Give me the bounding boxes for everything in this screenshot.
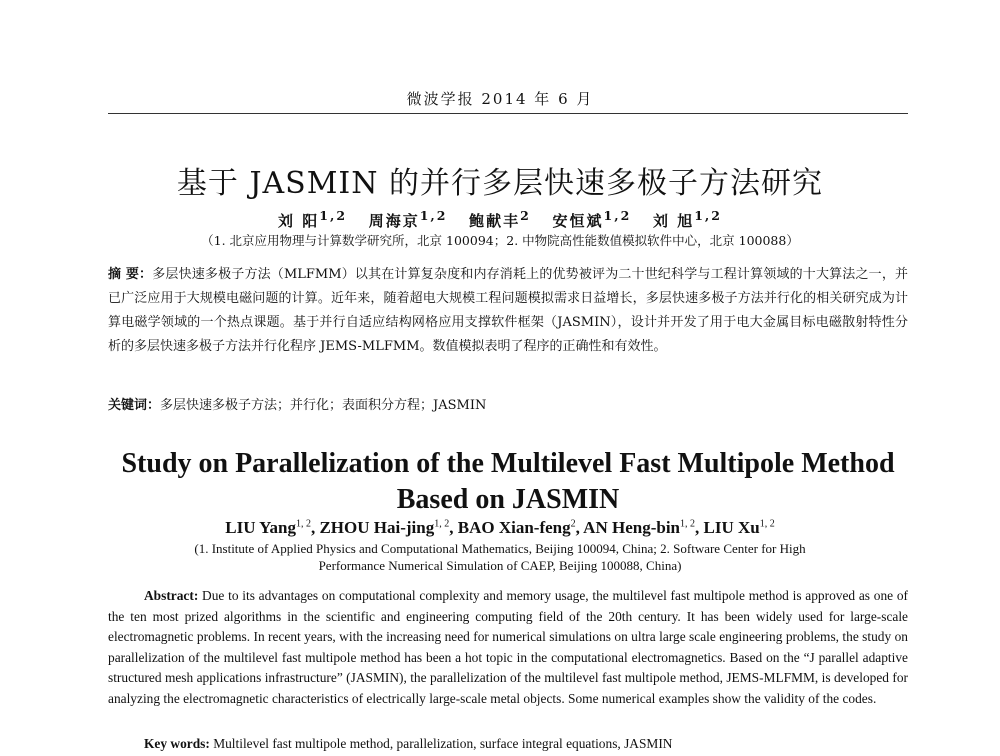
chinese-author: 刘 旭$^{1,2}$ xyxy=(652,208,722,230)
chinese-author: 鲍献丰$^2$ xyxy=(469,208,531,230)
english-author: AN Heng-bin$^{1, 2}$, xyxy=(583,518,704,537)
chinese-authors xyxy=(0,208,1000,231)
chinese-abstract-text: 多层快速多极子方法（MLFMM）以其在计算复杂度和内存消耗上的优势被评为二十世纪科学与工程计算领域的十大算法之一，并已广泛应用于大规模电磁问题的计算。近年来，随着超电大规模工程问题模拟需求日益增长，多层快速多极子方法并行化的相关研究成为计算电磁学领域的一个热点课题。基于并行自适应结构网格应用支撑软件框架（JASMIN），设计并开发了用于电大金属目标电磁散射特性分析的多层快速多极子方法并行化程序 JEMS-MLFMM。数值模拟表明了程序的正确性和有效性。 xyxy=(108,267,909,354)
english-author: ZHOU Hai-jing$^{1, 2}$, xyxy=(319,518,458,537)
english-affiliation-line2: Performance Numerical Simulation of CAEP, Beijing 100088, China) xyxy=(318,558,682,573)
english-keywords-label: Key words: xyxy=(144,736,210,751)
english-author: BAO Xian-feng$^2$, xyxy=(457,518,584,537)
english-affiliation-line1: (1. Institute of Applied Physics and Computational Mathematics, Beijing 100094, China; 2. Software Center for High xyxy=(194,541,806,556)
english-affiliation xyxy=(140,540,860,574)
chinese-abstract xyxy=(108,263,908,359)
english-authors xyxy=(0,518,1000,538)
chinese-author: 周海京$^{1,2}$ xyxy=(368,208,448,230)
english-keywords-text: Multilevel fast multipole method, parallelization, surface integral equations, JASMIN xyxy=(213,736,673,751)
chinese-abstract-label: 摘 要： xyxy=(108,267,153,282)
english-abstract xyxy=(108,586,908,709)
chinese-keywords-text: 多层快速多极子方法；并行化；表面积分方程；JASMIN xyxy=(160,398,487,413)
english-title-line2: Based on JASMIN xyxy=(396,484,620,515)
english-abstract-text: Due to its advantages on computational complexity and memory usage, the multilevel fast multipole method is approved as one of the ten most prized algorithms in the scientific and engineering computing field of the 20th century. It has been widely used for large-scale electromagnetic problems. In recent years, with the increasing need for numerical simulations on ultra large scale engineering problems, the study on parallelization of the multilevel fast multipole method has been a hot topic in the computational electromagnetics. Based on the “J parallel adaptive structured mesh applications infrastructure” (JASMIN), the parallelization of the multilevel fast multipole method, JEMS-MLFMM, is developed for analyzing the electromagnetic characteristics of electrically large-scale metal objects. Some numerical examples show the validity of the codes. xyxy=(108,588,908,706)
running-head: 微波学报 2014 年 6 月 xyxy=(406,90,594,108)
chinese-author: 安恒斌$^{1,2}$ xyxy=(552,208,632,230)
chinese-keywords xyxy=(108,394,908,413)
english-author: LIU Xu$^{1, 2}$ xyxy=(703,518,775,537)
english-author: LIU Yang$^{1, 2}$, xyxy=(225,518,320,537)
english-title xyxy=(108,446,908,518)
chinese-affiliation: （1. 北京应用物理与计算数学研究所，北京 100094；2. 中物院高性能数值模拟软件中心，北京 100088） xyxy=(201,233,799,248)
header-rule xyxy=(108,113,908,114)
english-title-line1: Study on Parallelization of the Multilevel Fast Multipole Method xyxy=(121,448,895,479)
chinese-author: 刘 阳$^{1,2}$ xyxy=(278,208,348,230)
chinese-title: 基于 JASMIN 的并行多层快速多极子方法研究 xyxy=(176,166,824,201)
chinese-keywords-label: 关键词： xyxy=(108,398,161,413)
english-keywords xyxy=(144,736,904,752)
english-abstract-label: Abstract: xyxy=(144,588,199,603)
